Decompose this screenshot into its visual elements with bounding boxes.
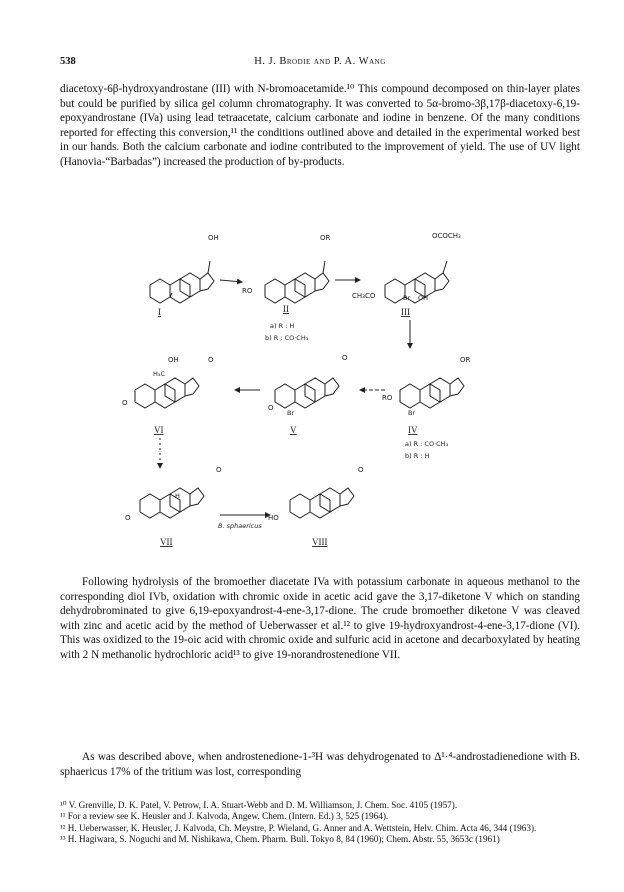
label-compound-iv: IV: [408, 425, 418, 435]
label-ii-b: b) R : CO·CH₃: [265, 334, 309, 342]
paragraph-1: [60, 82, 580, 170]
label-or-iv: OR: [460, 356, 471, 364]
label-or-ii: OR: [320, 234, 331, 242]
label-iv-a: a) R : CO·CH₃: [405, 440, 449, 448]
arrow-i-ii: [220, 280, 242, 282]
label-compound-v: V: [290, 425, 297, 435]
label-compound-vi: VI: [154, 425, 164, 435]
label-br-iv: Br: [408, 409, 416, 417]
label-br-iii: Br: [403, 294, 411, 302]
label-o-v: O: [342, 354, 348, 362]
footnote-11: ¹¹ For a review see K. Heusler and J. Kalvoda, Angew. Chem. (Intern. Ed.) 3, 525 (1964).: [60, 811, 389, 822]
compound-iv-structure: [400, 378, 464, 408]
compound-v-structure: [275, 378, 339, 408]
label-h3c-vi: H₃C: [153, 370, 166, 378]
label-ii-a: a) R : H: [270, 322, 295, 330]
label-compound-ii: II: [283, 304, 289, 314]
page-number: 538: [60, 56, 76, 67]
label-o-v-left: O: [268, 404, 274, 412]
paragraph-3-text: As was described above, when androstenedione-1-³H was dehydrogenated to Δ¹·⁴-androstadienedione with B. sphaericus 17% of the tritium was lost, corresponding: [60, 751, 580, 778]
label-o-vi: O: [208, 356, 214, 364]
label-compound-vii: VII: [160, 537, 173, 547]
label-ococh3-iii: OCOCH₃: [432, 232, 461, 240]
compound-vii-structure: [140, 488, 204, 518]
label-o-vii-left: O: [125, 514, 131, 522]
label-o-viii: O: [358, 466, 364, 474]
label-b-sphaericus: B. sphaericus: [218, 522, 262, 530]
footnote-12: ¹² H. Ueberwasser, K. Heusler, J. Kalvoda, Ch. Meystre, P. Wieland, G. Anner and A. Wettstein, Helv. Chim. Acta 46, 344 (1963).: [60, 822, 537, 833]
footnotes: [60, 800, 580, 846]
paragraph-2: [60, 575, 580, 663]
label-ro-ii: RO: [242, 287, 253, 295]
running-authors: H. J. Brodie and P. A. Wang: [254, 56, 386, 67]
compound-viii-structure: [290, 488, 354, 518]
compound-vi-structure: [135, 378, 199, 408]
label-ch3co-iii: CH₃CO: [352, 292, 376, 300]
label-br-v: Br: [287, 409, 295, 417]
paragraph-2-text: Following hydrolysis of the bromoether diacetate IVa with potassium carbonate in aqueous methanol to the corresponding diol IVb, oxidation with chromic oxide in acetic acid gave the 3,17-diketone V which on standing dehydrobrominated to give 6,19-epoxyandrost-4-ene-3,17-dione. The crude bromoether diketone V was cleaved with zinc and acetic acid by the method of Ueberwasser et al.¹² to give 19-hydroxyandrost-4-ene-3,17-dione (VI). This was oxidized to the 19-oic acid with chromic oxide and sulfuric acid in acetone and decarboxylated by heating with 2 N methanolic hydrochloric acid¹³ to give 19-norandrostenedione VII.: [60, 576, 580, 661]
label-o-vi-left: O: [122, 399, 128, 407]
label-compound-i: I: [158, 307, 161, 317]
compound-i-structure: [150, 261, 214, 303]
footnote-10: ¹⁰ V. Grenville, D. K. Patel, V. Petrow, I. A. Stuart-Webb and D. M. Williamson, J. Chem. Soc. 4105 (1957).: [60, 800, 458, 810]
label-o-vii: O: [216, 466, 222, 474]
paragraph-1-text: diacetoxy-6β-hydroxyandrostane (III) with N-bromoacetamide.¹⁰ This compound decomposed on thin-layer plates but could be purified by silica gel column chromatography. It was converted to 5α-bromo-3β,17β-diacetoxy-6,19-epoxyandrostane (IVa) using lead tetraacetate, calcium carbonate and iodine in benzene. Of the many conditions reported for effecting this conversion,¹¹ the conditions outlined above and detailed in the experimental worked best in our hands. Both the calcium carbonate and iodine contributed to the improvement of yield. The use of UV light (Hanovia-“Barbadas”) increased the production of by-products.: [60, 83, 580, 168]
running-header: [60, 56, 580, 70]
label-oh-i: OH: [208, 234, 219, 242]
reaction-scheme-svg: [120, 220, 520, 570]
label-oh-vi: OH: [168, 356, 179, 364]
label-ho-viii: HO: [268, 514, 279, 522]
reaction-scheme-figure: [120, 220, 520, 570]
compound-ii-structure: [265, 261, 329, 303]
label-compound-viii: VIII: [312, 537, 328, 547]
paragraph-3: [60, 750, 580, 779]
compound-iii-structure: [385, 261, 449, 303]
label-h-vii: H: [175, 492, 180, 500]
label-iv-b: b) R : H: [405, 452, 430, 460]
label-oh-iii: OH: [418, 294, 429, 302]
label-ro-iv: RO: [382, 394, 393, 402]
label-compound-iii: III: [401, 307, 410, 317]
footnote-13: ¹³ H. Hagiwara, S. Noguchi and M. Nishikawa, Chem. Pharm. Bull. Tokyo 8, 84 (1960); Chem. Abstr. 55, 3653c (1961): [60, 834, 500, 845]
